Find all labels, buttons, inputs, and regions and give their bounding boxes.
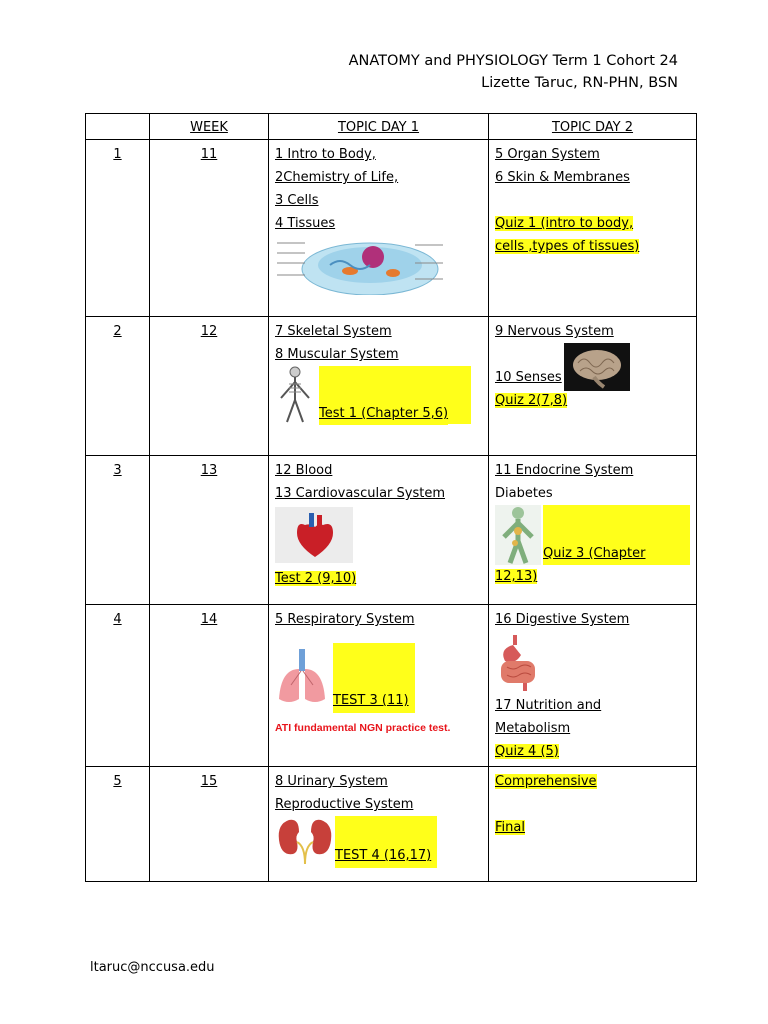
topic-item: 8 Urinary System <box>275 774 388 789</box>
week-number: 15 <box>150 767 269 882</box>
topic-item: 1 Intro to Body, <box>275 147 376 162</box>
cell-diagram-image <box>275 235 445 295</box>
table-row <box>86 317 697 456</box>
topic-day-1-cell <box>269 317 489 456</box>
heart-illustration-image <box>275 507 353 563</box>
row-number: 3 <box>86 456 150 605</box>
topic-item: 17 Nutrition and <box>495 698 602 713</box>
topic-item: 6 Skin & Membranes <box>495 170 630 185</box>
comprehensive-label: Comprehensive <box>495 774 597 789</box>
quiz-label: cells ,types of tissues) <box>495 239 640 254</box>
week-number: 12 <box>150 317 269 456</box>
header-topic-day-1: TOPIC DAY 1 <box>269 114 489 140</box>
topic-day-1-cell <box>269 605 489 767</box>
table-header-row <box>86 114 697 140</box>
kidneys-illustration-image <box>275 816 335 866</box>
header-topic-day-2: TOPIC DAY 2 <box>489 114 697 140</box>
topic-day-1-cell <box>269 767 489 882</box>
row-number: 2 <box>86 317 150 456</box>
quiz-label: Quiz 2(7,8) <box>495 393 568 408</box>
row-number: 4 <box>86 605 150 767</box>
topic-item: 4 Tissues <box>275 216 336 231</box>
document-header <box>349 50 678 94</box>
skeleton-figure-image <box>275 366 315 424</box>
topic-item: 7 Skeletal System <box>275 324 392 339</box>
header-week: WEEK <box>150 114 269 140</box>
topic-item: 9 Nervous System <box>495 324 614 339</box>
topic-day-2-cell <box>489 767 697 882</box>
topic-day-2-cell <box>489 456 697 605</box>
course-title: ANATOMY and PHYSIOLOGY Term 1 Cohort 24 <box>348 53 678 69</box>
topic-day-1-cell <box>269 140 489 317</box>
topic-day-2-cell <box>489 605 697 767</box>
practice-test-note: ATI fundamental NGN practice test. <box>275 722 451 734</box>
topic-item: 12 Blood <box>275 463 333 478</box>
topic-item: 3 Cells <box>275 193 319 208</box>
test-label: Test 2 (9,10) <box>275 571 357 586</box>
endocrine-figure-image <box>495 505 541 565</box>
table-row <box>86 456 697 605</box>
topic-item: 10 Senses <box>495 370 562 385</box>
topic-item: 13 Cardiovascular System <box>275 486 446 501</box>
lungs-illustration-image <box>275 647 329 707</box>
quiz-label: Quiz 4 (5) <box>495 744 559 759</box>
topic-day-2-cell <box>489 140 697 317</box>
week-number: 11 <box>150 140 269 317</box>
final-label: Final <box>495 820 525 835</box>
topic-item: 11 Endocrine System <box>495 463 634 478</box>
topic-item: Diabetes <box>495 486 553 501</box>
table-row <box>86 767 697 882</box>
topic-item: 5 Organ System <box>495 147 600 162</box>
topic-item: Reproductive System <box>275 797 414 812</box>
digestive-illustration-image <box>495 633 541 693</box>
quiz-label: 12,13) <box>495 569 538 584</box>
row-number: 5 <box>86 767 150 882</box>
topic-day-2-cell <box>489 317 697 456</box>
week-number: 13 <box>150 456 269 605</box>
topic-item: Metabolism <box>495 721 571 736</box>
brain-photo-image <box>564 343 630 391</box>
topic-item: 5 Respiratory System <box>275 612 415 627</box>
topic-item: 8 Muscular System <box>275 347 399 362</box>
row-number: 1 <box>86 140 150 317</box>
topic-day-1-cell <box>269 456 489 605</box>
quiz-label: Quiz 3 (Chapter <box>543 542 646 565</box>
table-row <box>86 605 697 767</box>
header-blank <box>86 114 150 140</box>
footer-email: ltaruc@nccusa.edu <box>90 960 215 975</box>
topic-item: 2Chemistry of Life, <box>275 170 399 185</box>
week-number: 14 <box>150 605 269 767</box>
test-label: TEST 4 (16,17) <box>335 844 431 867</box>
quiz-label: Quiz 1 (intro to body, <box>495 216 634 231</box>
instructor-name: Lizette Taruc, RN-PHN, BSN <box>481 75 678 91</box>
test-label: TEST 3 (11) <box>333 689 409 712</box>
schedule-table <box>85 113 697 882</box>
test-label: Test 1 (Chapter 5,6) <box>319 402 448 425</box>
table-row <box>86 140 697 317</box>
topic-item: 16 Digestive System <box>495 612 630 627</box>
